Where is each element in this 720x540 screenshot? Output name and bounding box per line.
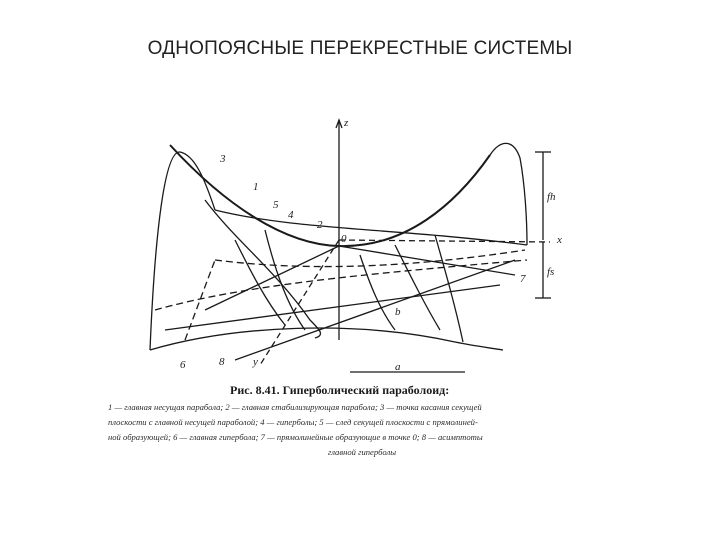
fs-label: fs bbox=[547, 266, 555, 278]
y-axis-label: y bbox=[253, 356, 258, 368]
hyperbola-b bbox=[265, 230, 305, 330]
hyperbolic-paraboloid-drawing bbox=[95, 110, 630, 380]
label-1: 1 bbox=[253, 181, 259, 193]
z-axis-label: z bbox=[344, 117, 349, 129]
label-7: 7 bbox=[520, 273, 526, 285]
caption-line: ной образующей; 6 — главная гипербола; 7 — прямолинейные образующие в точке 0; 8 — асимптоты bbox=[108, 432, 483, 442]
label-3: 3 bbox=[220, 153, 226, 165]
label-4: 4 bbox=[288, 209, 294, 221]
x-axis-label: x bbox=[557, 234, 562, 246]
main-bearing-parabola bbox=[170, 145, 490, 246]
figure-caption-legend bbox=[108, 400, 616, 460]
left-end-parabola bbox=[150, 152, 215, 350]
asymptote-8a bbox=[165, 285, 500, 330]
x-axis bbox=[339, 240, 550, 242]
label-5: 5 bbox=[273, 199, 279, 211]
hyperbolic-paraboloid-figure bbox=[95, 110, 630, 380]
figure-caption-title: Рис. 8.41. Гиперболический параболоид: bbox=[230, 383, 450, 397]
a-label: a bbox=[395, 361, 401, 373]
b-label: b bbox=[395, 306, 401, 318]
caption-line: главной гиперболы bbox=[327, 447, 397, 457]
fh-label: fh bbox=[547, 191, 556, 203]
origin-label: 0 bbox=[341, 233, 347, 245]
hyperbola-a bbox=[235, 240, 285, 325]
hyperbola-c bbox=[360, 255, 395, 330]
hyperbola-d bbox=[395, 245, 440, 330]
slide-title: ОДНОПОЯСНЫЕ ПЕРЕКРЕСТНЫЕ СИСТЕМЫ bbox=[147, 38, 573, 59]
hidden-line-3 bbox=[185, 260, 215, 340]
hyperbola-e bbox=[435, 235, 463, 342]
caption-line: плоскости с главной несущей параболой; 4 — гиперболы; 5 — след секущей плоскости с прямолиней- bbox=[108, 417, 478, 427]
main-hyperbola bbox=[150, 328, 503, 350]
label-6: 6 bbox=[180, 359, 186, 371]
right-end-parabola bbox=[490, 143, 527, 245]
label-8: 8 bbox=[219, 356, 225, 368]
label-2: 2 bbox=[317, 219, 323, 231]
hidden-line-1 bbox=[215, 250, 525, 267]
caption-line: 1 — главная несущая парабола; 2 — главная стабилизирующая парабола; 3 — точка касания секущей bbox=[108, 402, 482, 412]
